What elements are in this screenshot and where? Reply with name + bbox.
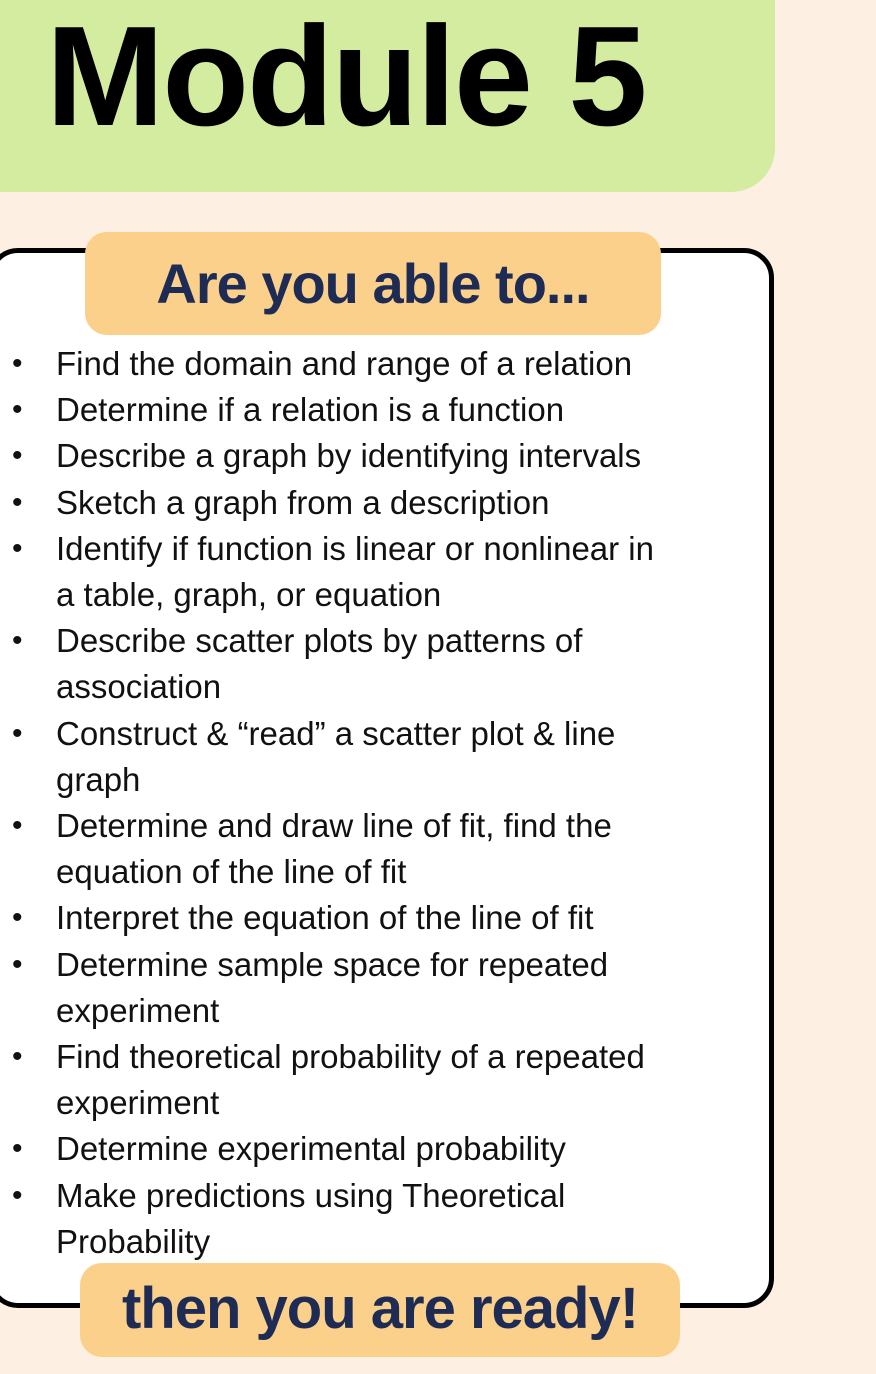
list-item-line: Determine experimental probability (56, 1130, 566, 1168)
list-item-line: graph (56, 760, 141, 798)
list-item (0, 895, 654, 941)
list-item-line: Identify if function is linear or nonlinear in (56, 529, 654, 567)
header-pill: Are you able to... (85, 232, 661, 335)
list-item (0, 1034, 654, 1126)
list-item-line: Describe a graph by identifying intervals (56, 437, 642, 475)
list-item (0, 526, 654, 618)
bullet-icon: • (12, 947, 23, 981)
list-item-line: Determine sample space for repeated (56, 945, 609, 983)
bullet-icon: • (12, 347, 23, 380)
list-item-line: Construct & “read” a scatter plot & line (56, 714, 616, 752)
list-item-line: Determine and draw line of fit, find the (56, 807, 612, 845)
list-item (0, 387, 654, 433)
bullet-icon: • (12, 809, 23, 843)
list-item-line: association (56, 668, 222, 706)
list-item-line: experiment (56, 1084, 220, 1122)
bullet-icon: • (12, 485, 23, 519)
list-item-line: Determine if a relation is a function (56, 391, 565, 429)
bullet-icon: • (12, 531, 23, 565)
bullet-icon: • (12, 1178, 23, 1212)
footer-pill: then you are ready! (80, 1263, 680, 1357)
list-item-line: Find theoretical probability of a repeated (56, 1038, 645, 1076)
list-item-line: Interpret the equation of the line of fit (56, 899, 594, 937)
bullet-icon: • (12, 1132, 23, 1166)
list-item (0, 1173, 654, 1265)
list-item (0, 942, 654, 1034)
bullet-icon: • (12, 624, 23, 658)
list-item-line: Describe scatter plots by patterns of (56, 622, 583, 660)
list-item-line: Make predictions using Theoretical (56, 1176, 566, 1214)
list-item (0, 1126, 654, 1172)
list-item-line: a table, graph, or equation (56, 576, 442, 614)
bullet-icon: • (12, 439, 23, 473)
bullet-icon: • (12, 716, 23, 750)
list-item (0, 433, 654, 479)
list-item-line: equation of the line of fit (56, 853, 407, 891)
list-item-line: experiment (56, 991, 220, 1029)
list-item (0, 618, 654, 710)
page-title: Module 5 (46, 0, 646, 156)
skills-list (0, 341, 654, 1265)
bullet-icon: • (12, 393, 23, 427)
list-item (0, 803, 654, 895)
list-item (0, 480, 654, 526)
bullet-icon: • (12, 901, 23, 935)
list-item-line: Probability (56, 1222, 211, 1260)
bullet-icon: • (12, 1040, 23, 1074)
list-item-line: Find the domain and range of a relation (56, 345, 633, 382)
list-item-line: Sketch a graph from a description (56, 483, 550, 521)
list-item (0, 711, 654, 803)
list-item (0, 341, 654, 387)
